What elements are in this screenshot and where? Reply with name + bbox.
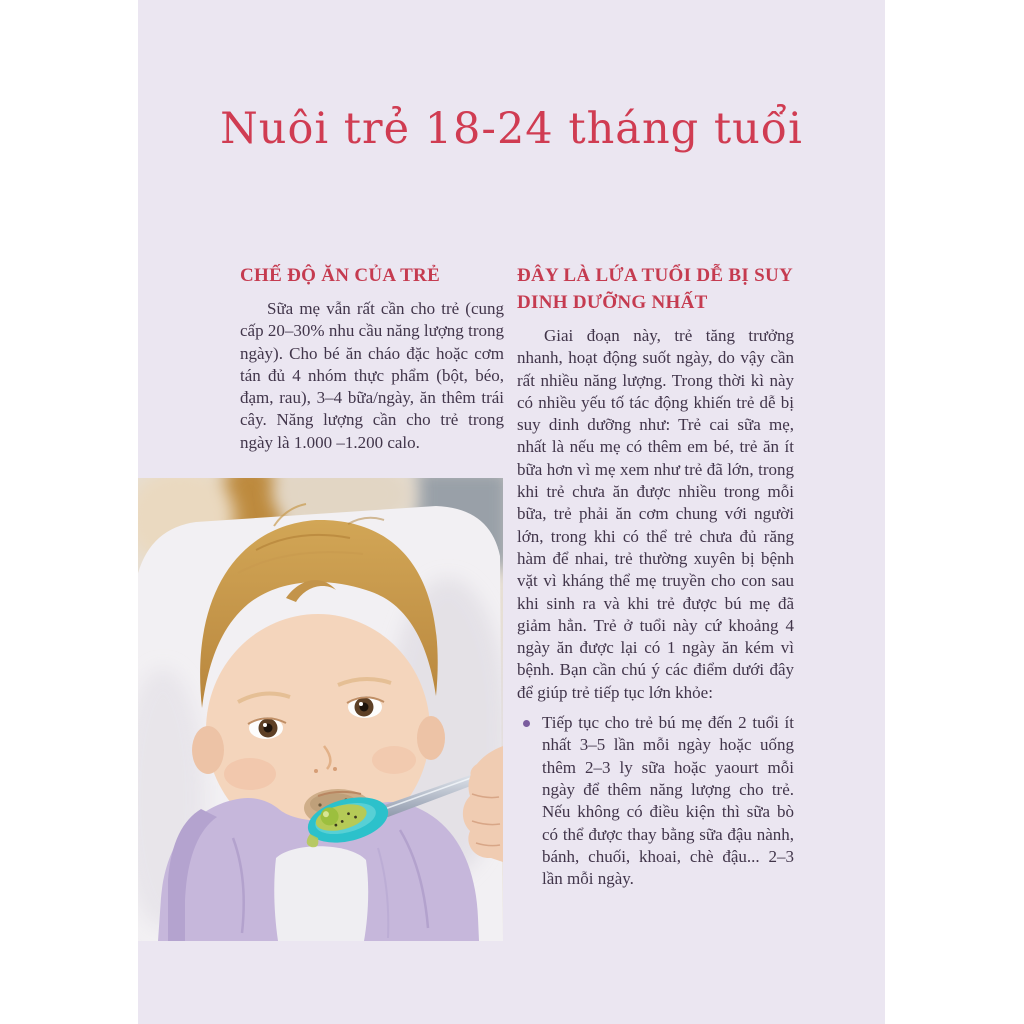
left-column-paragraph: Sữa mẹ vẫn rất cần cho trẻ (cung cấp 20–30% nhu cầu năng lượng trong ngày). Cho bé ăn cháo đặc hoặc cơm tán đủ 4 nhóm thực phẩm (bột, béo, đạm, rau), 3–4 bữa/ngày, ăn thêm trái cây. Năng lượng cần cho trẻ trong ngày là 1.000 –1.200 calo. bbox=[240, 299, 504, 452]
right-column-paragraph: Giai đoạn này, trẻ tăng trưởng nhanh, hoạt động suốt ngày, do vậy cần rất nhiều năng lượng. Trong thời kì này có nhiều yếu tố tác động khiến trẻ dễ bị suy dinh dưỡng như: Trẻ cai sữa mẹ, nhất là nếu mẹ có thêm em bé, trẻ ăn ít bữa hơn vì mẹ xem như trẻ đã lớn, trong khi trẻ chưa ăn được nhiều trong mỗi bữa, trẻ phải ăn cơm chung với người lớn, trong khi có thể trẻ chưa đủ răng hàm để nhai, trẻ thường xuyên bị bệnh vặt vì kháng thể mẹ truyền cho con sau khi sinh ra và khi trẻ được bú mẹ đã giảm hẳn. Trẻ ở tuổi này cứ khoảng 4 ngày ăn được lại có 1 ngày ăn kém vì bệnh. Bạn cần chú ý các điểm dưới đây để giúp trẻ tiếp tục lớn khỏe: bbox=[517, 326, 794, 702]
left-column-heading: CHẾ ĐỘ ĂN CỦA TRẺ bbox=[240, 265, 441, 286]
list-item bbox=[517, 712, 794, 890]
right-column bbox=[517, 262, 794, 890]
left-column bbox=[240, 262, 504, 454]
right-column-heading: ĐÂY LÀ LỨA TUỔI DỄ BỊ SUY DINH DƯỠNG NHẤT bbox=[517, 265, 793, 313]
bullet-text: Tiếp tục cho trẻ bú mẹ đến 2 tuổi ít nhất 3–5 lần mỗi ngày hoặc uống thêm 2–3 ly sữa hoặc yaourt mỗi ngày để thêm năng lượng cho trẻ. Nếu không có điều kiện thì sữa bò có thể được thay bằng sữa đậu nành, bánh, chuối, khoai, chè đậu... 2–3 lần mỗi ngày. bbox=[542, 713, 794, 889]
bullet-dot-icon bbox=[523, 720, 530, 727]
baby-feeding-illustration bbox=[138, 478, 503, 941]
baby-feeding-photo bbox=[138, 478, 503, 941]
book-page bbox=[138, 0, 885, 1024]
bullet-list bbox=[517, 712, 794, 890]
page-title: Nuôi trẻ 18-24 tháng tuổi bbox=[220, 104, 803, 154]
